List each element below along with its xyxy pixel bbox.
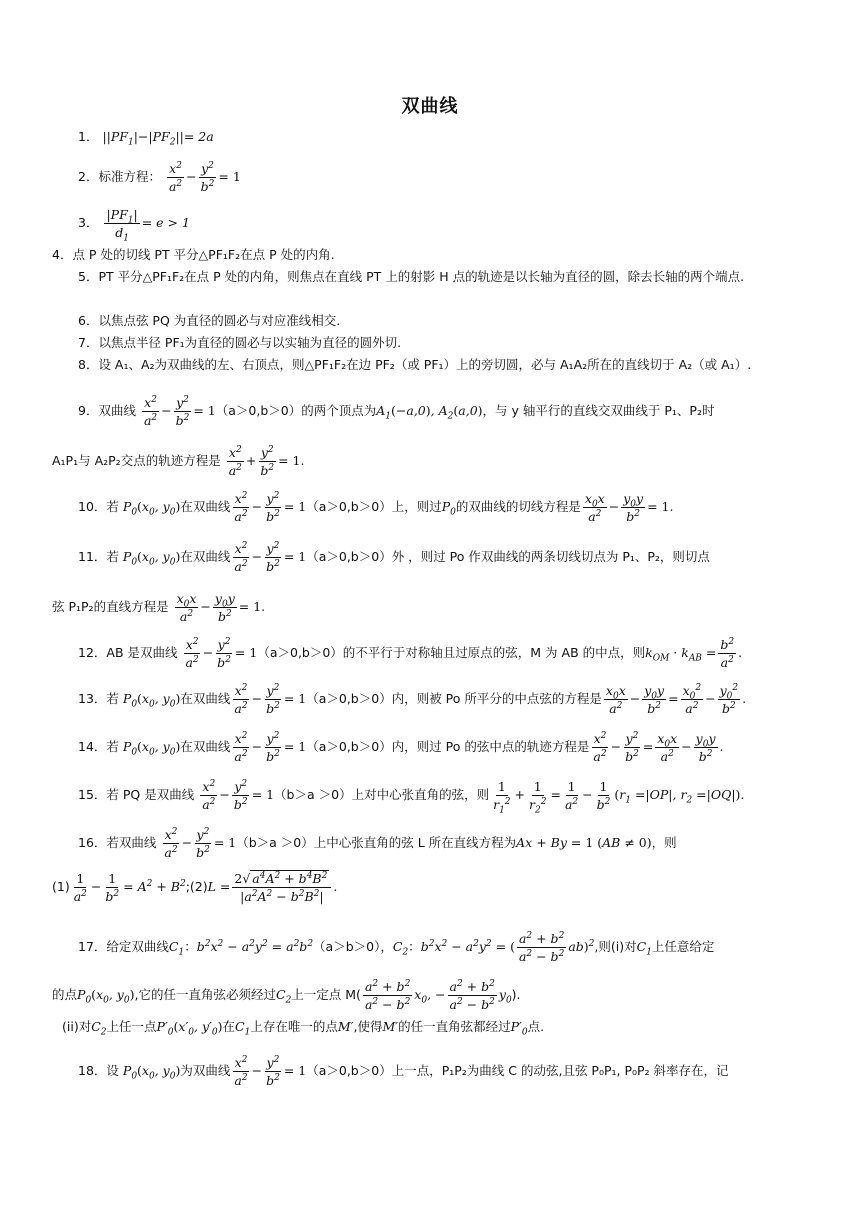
item-16-text-b: （b＞a ＞0）上中心张直角的弦 L 所在直线方程为 [236, 835, 517, 850]
item-17-text-i: (ii)对 [62, 1019, 92, 1034]
item-18-text-c: （a＞0,b＞0）上一点，P₁P₂为曲线 C 的动弦,且弦 P₀P₁, P₀P₂ 斜率存在，记 [306, 1063, 729, 1078]
formula-p0: $P_0(x_0$, $y_0$) [122, 499, 181, 518]
item-18-text-a: 18．设 [78, 1063, 119, 1078]
item-11-text-a: 11．若 [78, 549, 119, 564]
formula-focal-difference: $||PF_1|-|PF_2||= 2a$ [102, 129, 214, 148]
item-18-text-b: 为双曲线 [180, 1063, 231, 1078]
item-16-line-1: 16．若双曲线 $\frac{x^2}{a^2}$ − $\frac{y^2}{b^2}$ = 1（b＞a ＞0）上中心张直角的弦 L 所在直线方程为Ax + By = 1 (AB ≠ 0)，则 [78, 826, 677, 860]
item-9-text-c: ，与 y 轴平行的直线交双曲线于 P₁、P₂时 [482, 403, 715, 418]
item-13-text-b: 在双曲线 [180, 691, 231, 706]
item-11-line-2: 弦 P₁P₂的直线方程是 $\frac{x_0x}{a^2}$ − $\frac{y_0y}{b^2}$ = 1. [52, 591, 266, 624]
item-12-text-a: 12．AB 是双曲线 [78, 645, 178, 660]
item-3-number: 3． [78, 215, 99, 230]
item-17-text-k: 在 [222, 1019, 236, 1034]
item-10-text-b: 在双曲线 [180, 499, 231, 514]
item-6: 6．以焦点弦 PQ 为直径的圆必与对应准线相交. [78, 313, 341, 328]
item-16-text-c: ，则 [651, 835, 677, 850]
item-5: 5．PT 平分△PF₁F₂在点 P 处的内角，则焦点在直线 PT 上的射影 H 点的轨迹是以长轴为直径的圆，除去长轴的两个端点. [78, 269, 745, 284]
item-16-part-1: (1) [52, 879, 70, 894]
item-10: 10．若 $P_0(x_0$, $y_0$)在双曲线 $\frac{x^2}{a^2}$ − $\frac{y^2}{b^2}$ = 1（a＞0,b＞0）上，则过$P_0$的双曲线的切线方程是 $\frac{x_0x}{a^2}$ − $\frac{y_0y}{b^2}$ = 1. [78, 490, 674, 524]
item-17-text-h: ). [511, 987, 521, 1002]
item-10-text-d: 的双曲线的切线方程是 [455, 499, 581, 514]
item-11-line-1: 11．若 $P_0(x_0$, $y_0$)在双曲线 $\frac{x^2}{a^2}$ − $\frac{y^2}{b^2}$ = 1（a＞0,b＞0）外 ，则过 Po 作双曲线的两条切线切点为 P₁、P₂，则切点 [78, 540, 710, 574]
item-3: 3． $\frac{|PF_1|}{d_1}$ = e > 1 [78, 207, 190, 244]
item-17-text-c: ,则(i)对 [594, 939, 637, 954]
item-8: 8．设 A₁、A₂为双曲线的左、右顶点，则△PF₁F₂在边 PF₂（或 PF₁）上的旁切圆，必与 A₁A₂所在的直线切于 A₂（或 A₁）. [78, 357, 752, 372]
fraction-x2-a2: $\frac{x^2}{a^2}$ [143, 394, 158, 428]
item-11-text-d: 弦 P₁P₂的直线方程是 [52, 599, 169, 614]
item-16-part-2: ;(2) [185, 879, 208, 894]
item-17-text-g: 上一定点 M( [291, 987, 361, 1002]
item-13-text-a: 13．若 [78, 691, 119, 706]
item-13: 13．若 $P_0(x_0$, $y_0$)在双曲线 $\frac{x^2}{a^2}$ − $\frac{y^2}{b^2}$ = 1（a＞0,b＞0）内，则被 Po 所平分的中点弦的方程是 $\frac{x_0x}{a^2}$ − $\frac{y_0y}{b^2}$ = $\frac{x_0^2}{a^2}$ − $\frac{y_0^2}{b^2}$ . [78, 682, 747, 716]
fraction-x2-a2: $\frac{x^2}{a^2}$ [228, 444, 242, 478]
item-17-text-b: （a＞b＞0）， [313, 939, 393, 954]
page-title: 双曲线 [401, 96, 459, 117]
item-15-text-a: 15．若 PQ 是双曲线 [78, 787, 195, 802]
item-17-text-o: 点. [527, 1019, 545, 1034]
item-12: 12．AB 是双曲线 $\frac{x^2}{a^2}$ − $\frac{y^2}{b^2}$ = 1（a＞0,b＞0）的不平行于对称轴且过原点的弦，M 为 AB 的中点，则$k_{OM} \cdot k_{AB}$ = $\frac{b^2}{a^2}$ . [78, 636, 743, 670]
formula-vertices: $A_1(-a,0)$, $A_2(a,0)$ [376, 403, 483, 422]
fraction-y2-b2: $\frac{y^2}{b^2}$ [175, 394, 190, 428]
item-17-line-1: 17．给定双曲线$C_1$：$b^2x^2 - a^2y^2 = a^2b^2(a>b>0)$，$C_2$：$b^2x^2 - a^2y^2$ = ( $\frac{a^2 + b^2}{a^2 - b^2}$ ab)$^2$,则(i)对$C_1$上任意给定 [78, 930, 715, 964]
item-9-line-1: 9．双曲线 $\frac{x^2}{a^2}$ − $\frac{y^2}{b^2}$ = 1（a＞0,b＞0）的两个顶点为$A_1(-a,0)$, $A_2(a,0)$，与 y 轴平行的直线交双曲线于 P₁、P₂时 [78, 394, 715, 428]
item-17-text-l: 上存在唯一的点 [250, 1019, 338, 1034]
item-2: 2．标准方程： $\frac{x^2}{a^2}$ − $\frac{y^2}{b^2}$ = 1 [78, 160, 241, 194]
item-14-text-c: （a＞0,b＞0）内，则过 Po 的弦中点的轨迹方程是 [306, 739, 590, 754]
item-17-text-a: 17．给定双曲线 [78, 939, 169, 954]
item-14: 14．若 $P_0(x_0$, $y_0$)在双曲线 $\frac{x^2}{a^2}$ − $\frac{y^2}{b^2}$ = 1（a＞0,b＞0）内，则过 Po 的弦中点的轨迹方程是 $\frac{x^2}{a^2}$ − $\frac{y^2}{b^2}$ = $\frac{x_0x}{a^2}$ − $\frac{y_0y}{b^2}$ . [78, 730, 724, 764]
item-17-text-e: 的点 [52, 987, 78, 1002]
item-2-number: 2． [78, 169, 99, 184]
item-17-text-m: ,使得 [353, 1019, 383, 1034]
item-9-text-b: （a＞0,b＞0）的两个顶点为 [215, 403, 377, 418]
fraction-y2-b2: $\frac{y^2}{b^2}$ [200, 160, 215, 194]
item-4: 4．点 P 处的切线 PT 平分△PF₁F₂在点 P 处的内角. [52, 247, 335, 262]
item-10-text-a: 10．若 [78, 499, 119, 514]
item-17-text-d: 上任意给定 [651, 939, 715, 954]
item-9-text-a: 9．双曲线 [78, 403, 136, 418]
item-15: 15．若 PQ 是双曲线 $\frac{x^2}{a^2}$ − $\frac{y^2}{b^2}$ = 1（b＞a ＞0）上对中心张直角的弦，则 $\frac{1}{r_1^2}$ + $\frac{1}{r_2^2}$ = $\frac{1}{a^2}$ − $\frac{1}{b^2}$ ($r_1 =|OP|$, $r_2 =|OQ|$). [78, 778, 745, 816]
item-16-text-a: 16．若双曲线 [78, 835, 157, 850]
item-9-line-2: A₁P₁与 A₂P₂交点的轨迹方程是 $\frac{x^2}{a^2}$ + $\frac{y^2}{b^2}$ = 1. [52, 444, 305, 478]
item-12-text-b: （a＞0,b＞0）的不平行于对称轴且过原点的弦，M 为 AB 的中点，则 [257, 645, 646, 660]
item-17-line-2: 的点$P_0(x_0$, $y_0$),它的任一直角弦必须经过$C_2$上一定点 M( $\frac{a^2 + b^2}{a^2 - b^2}$ $x_0$, − $\frac{a^2 + b^2}{a^2 - b^2}$ $y_0$). [52, 978, 521, 1012]
item-11-text-b: 在双曲线 [180, 549, 231, 564]
item-17-text-j: 上任一点 [106, 1019, 157, 1034]
fraction-x2-a2: $\frac{x^2}{a^2}$ [168, 160, 183, 194]
fraction-pf1-d1: $\frac{|PF_1|}{d_1}$ [106, 207, 138, 244]
item-7: 7．以焦点半径 PF₁为直径的圆必与以实轴为直径的圆外切. [78, 335, 402, 350]
item-1-number: 1． [78, 129, 99, 144]
item-16-line-2: (1) $\frac{1}{a^2}$ − $\frac{1}{b^2}$ = $A^2$ + $B^2;(2)L$ = $\frac{2√ a^4A^2 + b^4B^2}{|a^2A^2 - b^2B^2|}$ . [52, 870, 338, 904]
item-15-text-b: （b＞a ＞0）上对中心张直角的弦，则 [274, 787, 490, 802]
item-2-label: 标准方程： [98, 169, 161, 184]
item-14-text-a: 14．若 [78, 739, 119, 754]
item-17-text-n: 的任一直角弦都经过 [398, 1019, 511, 1034]
item-9-text-d: A₁P₁与 A₂P₂交点的轨迹方程是 [52, 453, 221, 468]
fraction-y2-b2: $\frac{y^2}{b^2}$ [260, 444, 275, 478]
item-14-text-b: 在双曲线 [180, 739, 231, 754]
item-10-text-c: （a＞0,b＞0）上，则过 [306, 499, 442, 514]
item-17-line-3: (ii)对$C_2$上任一点$P'_0(x'_0$, $y'_0$)在$C_1$上存在唯一的点M′,使得M′的任一直角弦都经过$P'_0$点. [62, 1019, 545, 1038]
item-17-text-f: ,它的任一直角弦必须经过 [134, 987, 276, 1002]
item-18: 18．设 $P_0(x_0$, $y_0$)为双曲线 $\frac{x^2}{a^2}$ − $\frac{y^2}{b^2}$ = 1（a＞0,b＞0）上一点，P₁P₂为曲线 C 的动弦,且弦 P₀P₁, P₀P₂ 斜率存在，记 [78, 1054, 729, 1088]
item-1 [52, 126, 810, 148]
item-11-text-c: （a＞0,b＞0）外 ，则过 Po 作双曲线的两条切线切点为 P₁、P₂，则切点 [306, 549, 710, 564]
item-13-text-c: （a＞0,b＞0）内，则被 Po 所平分的中点弦的方程是 [306, 691, 602, 706]
